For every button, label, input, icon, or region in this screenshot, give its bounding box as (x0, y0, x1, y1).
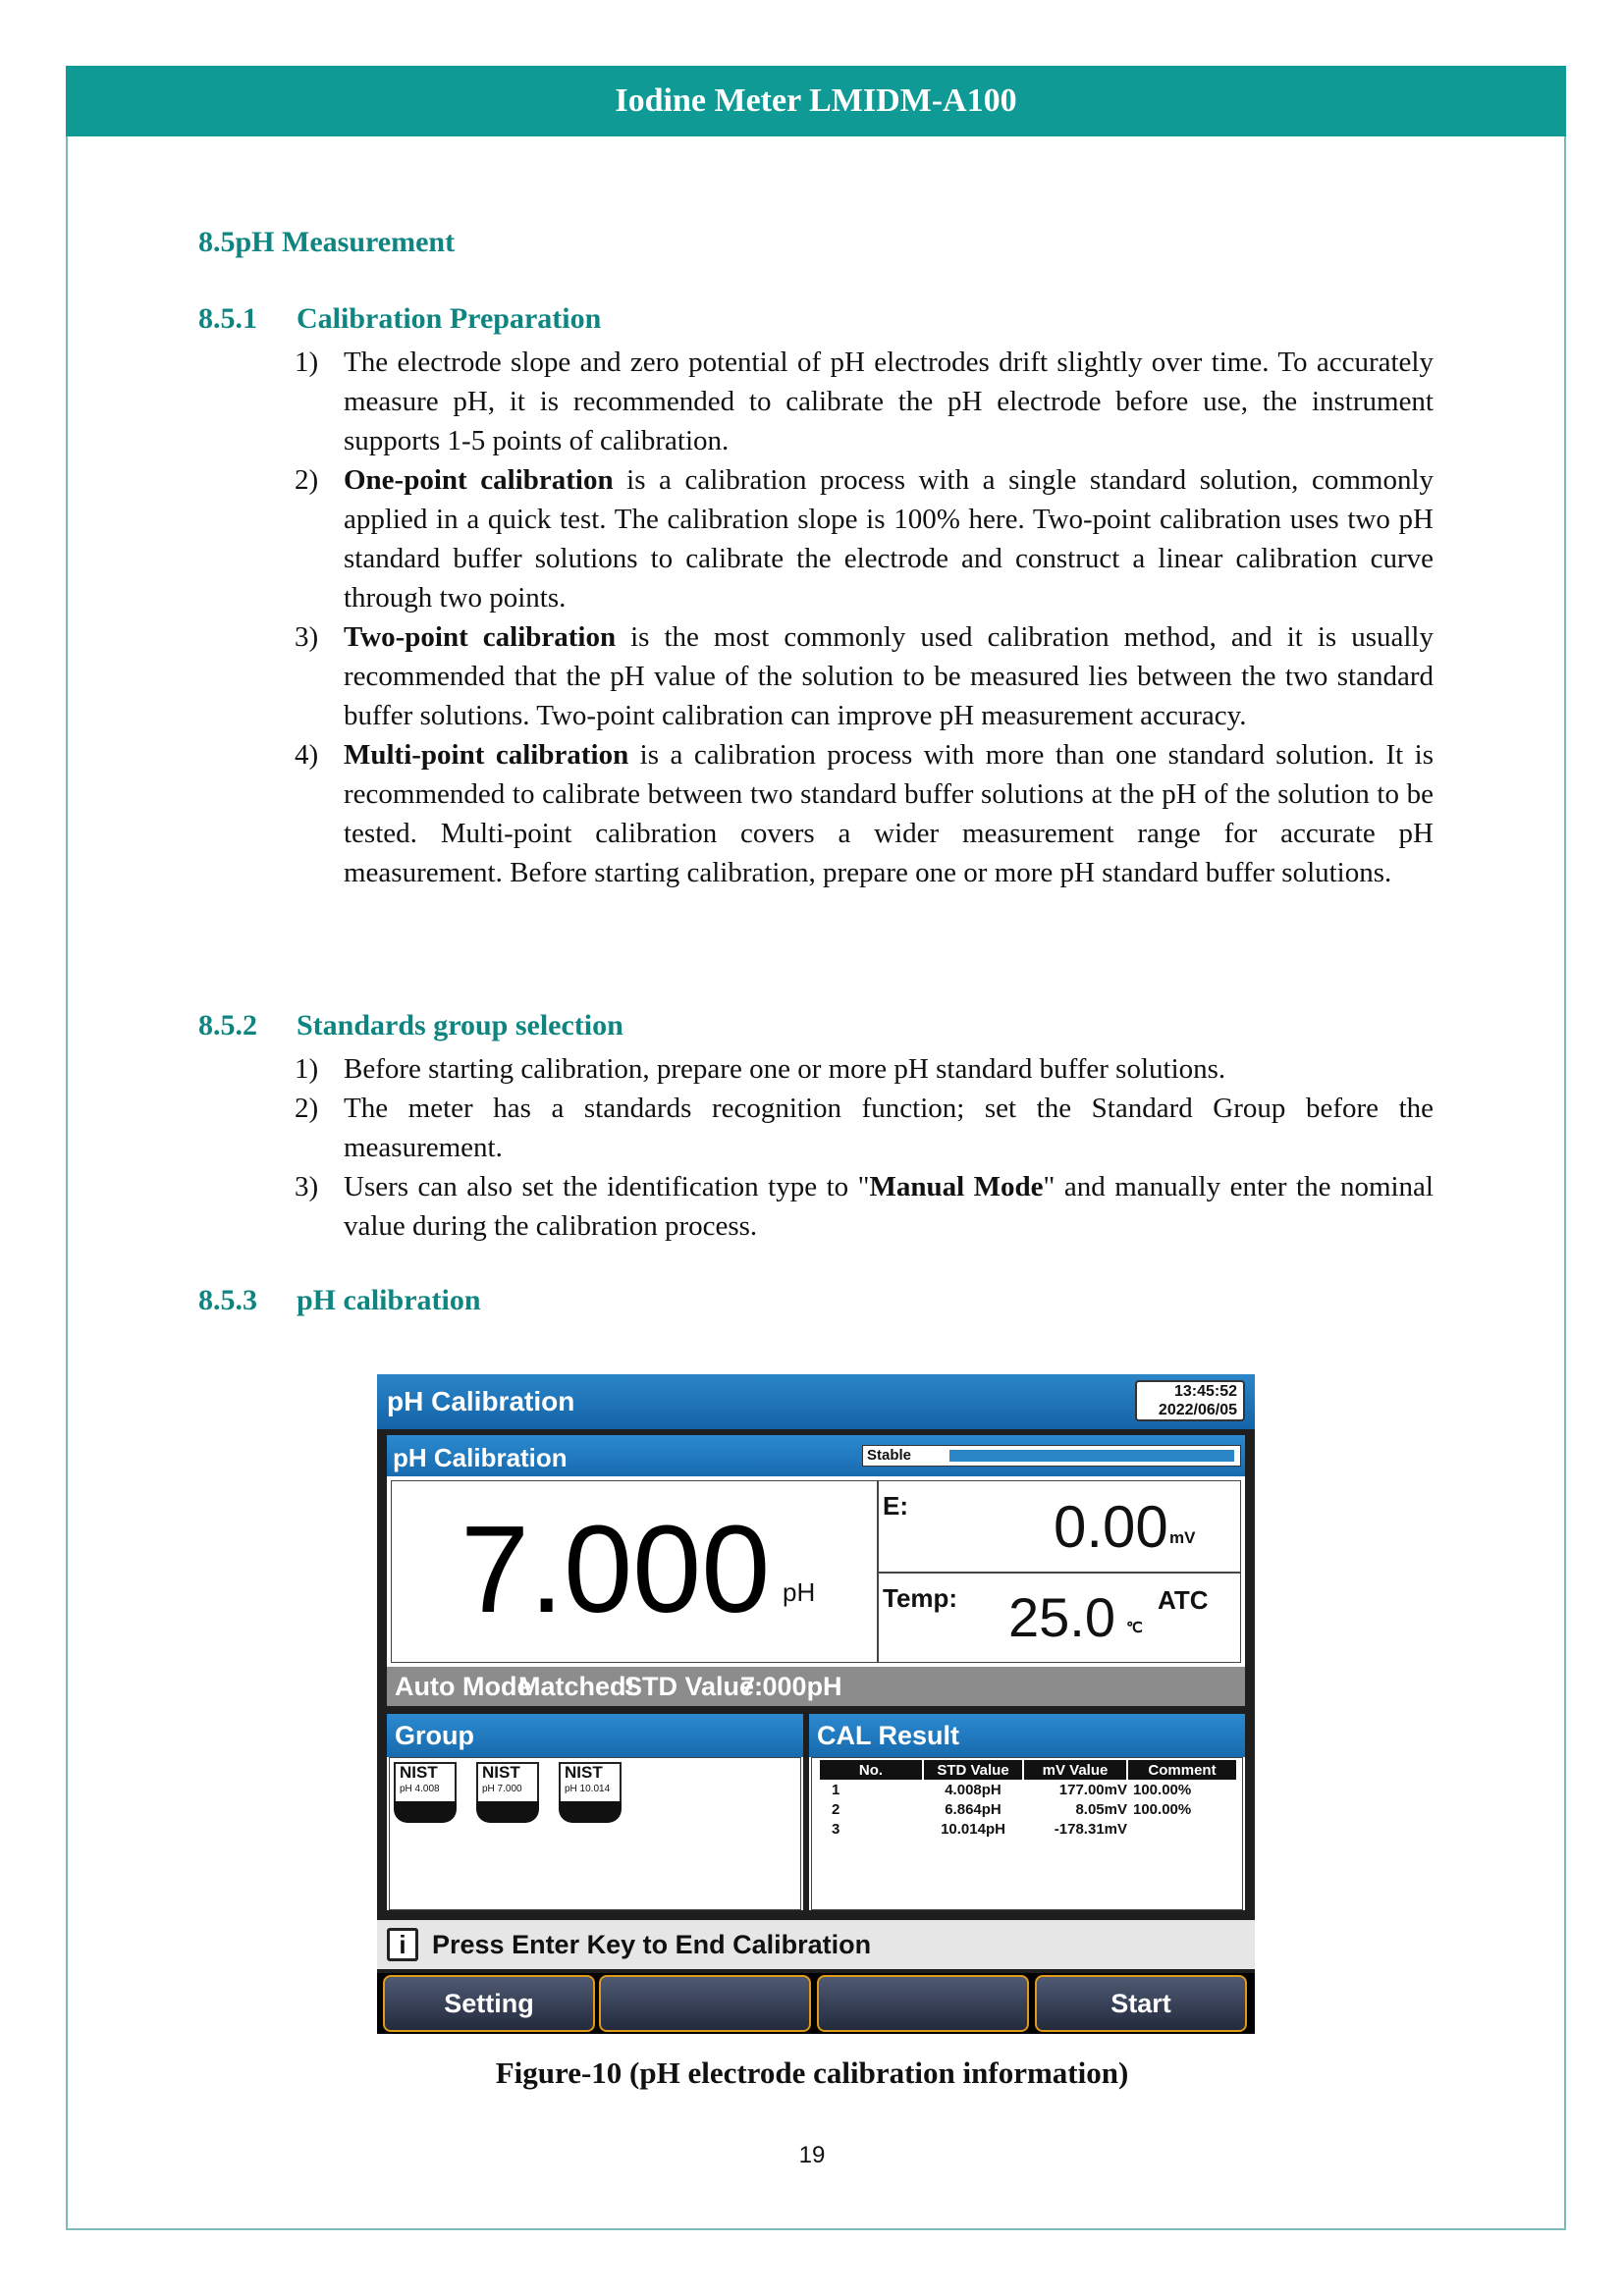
cal-result-body (811, 1757, 1243, 1910)
standard-buffer-item[interactable] (394, 1762, 459, 1823)
item-bold: One-point calibration (344, 464, 614, 496)
panel-title: pH Calibration (393, 1443, 568, 1472)
info-text: Press Enter Key to End Calibration (432, 1930, 872, 1959)
subsection-heading-3 (198, 1284, 481, 1317)
list-item (295, 1089, 1434, 1167)
table-header-row (820, 1760, 1237, 1780)
status-bar (387, 1667, 1245, 1706)
standard-buffer-item[interactable] (559, 1762, 623, 1823)
std-value: 7.000pH (740, 1672, 842, 1701)
start-button[interactable]: Start (1035, 1975, 1247, 2032)
clock-date: 2022/06/05 (1158, 1402, 1237, 1418)
cell-no: 3 (832, 1820, 840, 1838)
group-panel (387, 1714, 803, 1910)
item-number: 3) (295, 621, 319, 653)
temp-unit: ℃ (1126, 1620, 1143, 1636)
cell-no: 1 (832, 1781, 840, 1798)
subsection-title: Standards group selection (297, 1009, 623, 1041)
list-item (295, 460, 1434, 617)
item-text: " and manually enter the nominal value during the calibration process. (344, 1171, 1434, 1242)
item-bold: Manual Mode (869, 1171, 1044, 1202)
section-heading (198, 226, 455, 259)
clock-time: 13:45:52 (1173, 1383, 1237, 1400)
cell-comment (1127, 1819, 1237, 1839)
info-bar (377, 1920, 1255, 1969)
calibration-preparation-list (295, 343, 1434, 892)
atc-label: ATC (1158, 1585, 1209, 1615)
beaker-icon (559, 1801, 622, 1823)
subsection-number: 8.5.1 (198, 302, 257, 335)
standard-buffer-item[interactable] (476, 1762, 541, 1823)
group-title: Group (387, 1714, 803, 1757)
stability-indicator (862, 1445, 1241, 1467)
beaker-icon (394, 1801, 457, 1823)
cell-std: 4.008pH (945, 1781, 1001, 1798)
item-number: 2) (295, 464, 319, 496)
item-bold: Multi-point calibration (344, 739, 629, 771)
cell-mv: 8.05mV (1075, 1800, 1127, 1818)
item-text: The meter has a standards recognition function; set the Standard Group before the measurement. (344, 1093, 1434, 1163)
clock-display (1135, 1380, 1245, 1421)
calibration-screen (377, 1374, 1255, 2034)
item-text: is the most commonly used calibration method, and it is usually recommended that the pH value of the solution to be measured lies between the two standard buffer solutions. Two-point calibration can improve pH measurement accuracy. (344, 621, 1434, 731)
cell-std: 6.864pH (945, 1800, 1001, 1818)
list-item (295, 617, 1434, 735)
item-text: The electrode slope and zero potential of pH electrodes drift slightly over time. To accurately measure pH, it is recommended to calibrate the pH electrode before use, the instrument supports 1-5 points of calibration. (344, 347, 1434, 456)
e-label: E: (883, 1491, 908, 1521)
temperature-readout (878, 1573, 1241, 1663)
potential-readout (878, 1480, 1241, 1573)
subsection-number: 8.5.3 (198, 1284, 257, 1316)
info-icon: i (387, 1928, 418, 1961)
page-number: 19 (798, 2142, 826, 2168)
cell-mv: -178.31mV (1054, 1820, 1127, 1838)
table-row (820, 1780, 1237, 1799)
standards-group-list (295, 1049, 1434, 1246)
col-comment: Comment (1127, 1760, 1237, 1780)
stability-bar (949, 1450, 1234, 1462)
softkey-bar (377, 1973, 1255, 2034)
header-banner: Iodine Meter LMIDM-A100 (66, 66, 1566, 136)
item-number: 4) (295, 739, 319, 771)
cal-result-panel (809, 1714, 1245, 1910)
ph-unit: pH (783, 1577, 816, 1607)
item-number: 1) (295, 1053, 319, 1085)
cell-std: 10.014pH (941, 1820, 1005, 1838)
item-text: Before starting calibration, prepare one or more pH standard buffer solutions. (344, 1053, 1226, 1085)
beaker-icon (476, 1801, 539, 1823)
list-item (295, 1049, 1434, 1089)
buffer-value: pH 10.014 (565, 1784, 611, 1794)
list-item (295, 343, 1434, 460)
std-label: STD Value: (624, 1672, 764, 1701)
subsection-title: Calibration Preparation (297, 302, 602, 335)
temp-label: Temp: (883, 1583, 958, 1613)
cal-result-table (820, 1760, 1238, 1839)
ph-readout (391, 1480, 878, 1663)
cell-comment: 100.00% (1133, 1781, 1192, 1798)
item-text: is a calibration process with a single standard solution, commonly applied in a quick test. The calibration slope is 100% here. Two-point calibration uses two pH standard buffer solutions to calibrate the electrode and construct a linear calibration curve through two points. (344, 464, 1434, 614)
item-bold: Two-point calibration (344, 621, 617, 653)
subsection-title: pH calibration (297, 1284, 481, 1316)
item-number: 2) (295, 1093, 319, 1124)
section-number: 8.5 (198, 226, 236, 258)
mode-label: Auto Mode (395, 1672, 532, 1701)
section-title: pH Measurement (235, 226, 456, 258)
buffer-name: NIST (400, 1763, 438, 1782)
subsection-heading-1 (198, 302, 601, 336)
softkey-2-button[interactable] (599, 1975, 811, 2032)
table-row (820, 1799, 1237, 1819)
screen-title: pH Calibration (387, 1386, 575, 1416)
matched-label: Matched! (518, 1672, 635, 1701)
item-number: 1) (295, 347, 319, 378)
col-std-value: STD Value (923, 1760, 1023, 1780)
list-item (295, 735, 1434, 892)
panel-header (387, 1435, 1245, 1476)
subsection-heading-2 (198, 1009, 623, 1042)
cell-comment: 100.00% (1133, 1800, 1192, 1818)
item-number: 3) (295, 1171, 319, 1202)
e-unit: mV (1169, 1528, 1196, 1547)
setting-button[interactable]: Setting (383, 1975, 595, 2032)
ph-value: 7.000 (460, 1500, 771, 1638)
buffer-name: NIST (482, 1763, 520, 1782)
temp-value: 25.0 (1008, 1586, 1115, 1648)
table-row (820, 1819, 1237, 1839)
col-no: No. (820, 1760, 923, 1780)
buffer-name: NIST (565, 1763, 603, 1782)
stable-label: Stable (867, 1447, 912, 1464)
col-mv-value: mV Value (1023, 1760, 1127, 1780)
measurement-panel (387, 1435, 1245, 1706)
item-text: Users can also set the identification type to " (344, 1171, 870, 1202)
figure-caption: Figure-10 (pH electrode calibration information) (495, 2056, 1129, 2090)
item-text: is a calibration process with more than one standard solution. It is recommended to calibrate between two standard buffer solutions at the pH of the solution to be tested. Multi-point calibration covers a wider measurement range for accurate pH measurement. Before starting calibration, prepare one or more pH standard buffer solutions. (344, 739, 1434, 888)
cal-result-title: CAL Result (809, 1714, 1245, 1757)
list-item (295, 1167, 1434, 1246)
buffer-value: pH 7.000 (482, 1784, 522, 1794)
softkey-3-button[interactable] (817, 1975, 1029, 2032)
cell-mv: 177.00mV (1058, 1781, 1127, 1798)
screen-title-bar (377, 1374, 1255, 1429)
subsection-number: 8.5.2 (198, 1009, 257, 1041)
cell-no: 2 (832, 1800, 840, 1818)
e-value: 0.00 (1054, 1494, 1168, 1560)
buffer-value: pH 4.008 (400, 1784, 440, 1794)
group-body (389, 1757, 801, 1910)
